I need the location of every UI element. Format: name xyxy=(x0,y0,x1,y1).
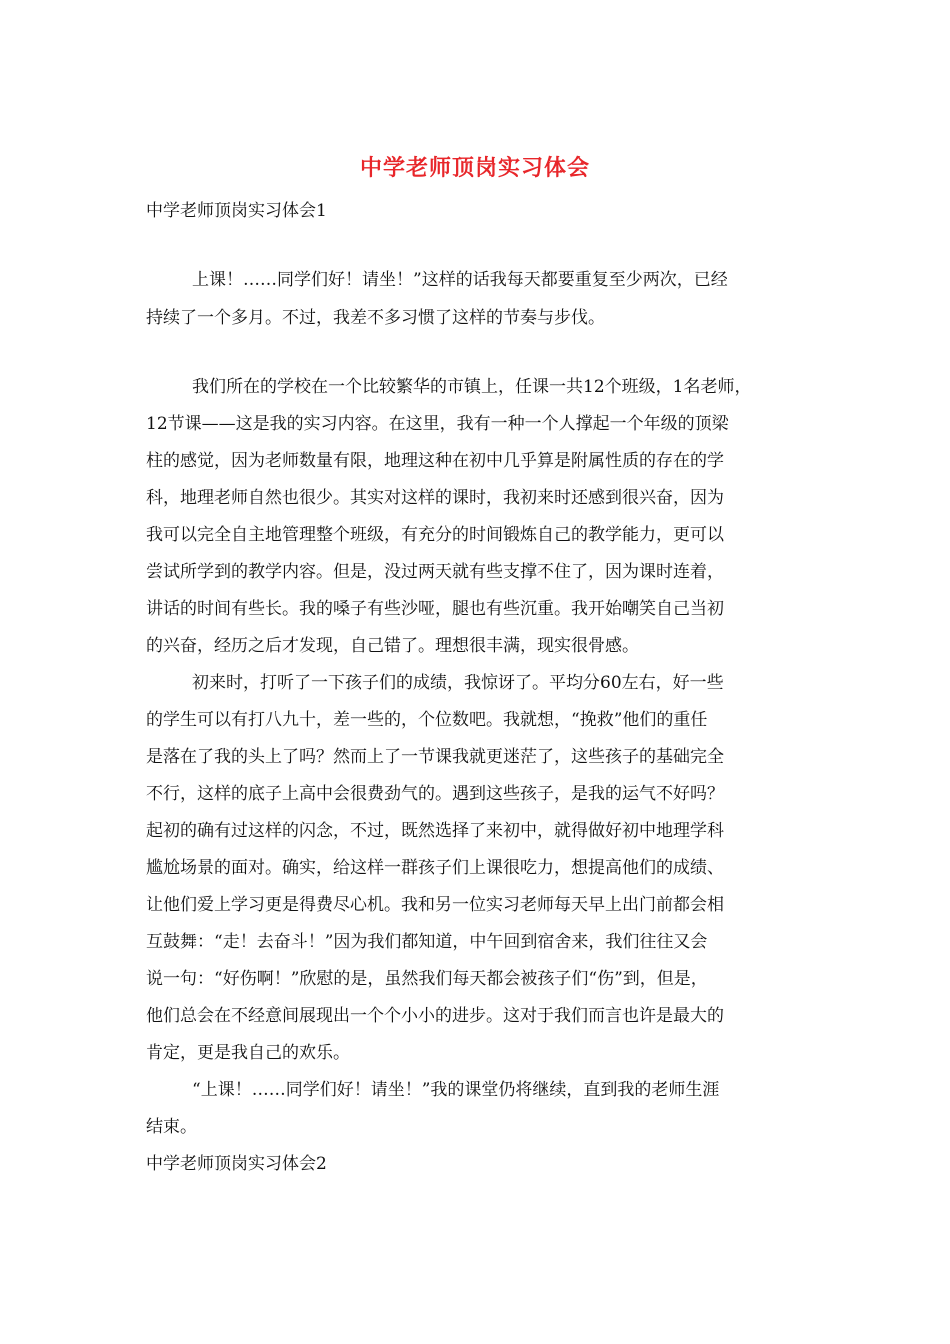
paragraph-line: 尝试所学到的教学内容。但是，没过两天就有些支撑不住了，因为课时连着， xyxy=(146,562,724,582)
section-heading-2: 中学老师顶岗实习体会2 xyxy=(146,1154,327,1174)
paragraph-line: 起初的确有过这样的闪念，不过，既然选择了来初中，就得做好初中地理学科 xyxy=(146,821,724,841)
paragraph-line: 结束。 xyxy=(146,1117,197,1137)
paragraph-line: 他们总会在不经意间展现出一个个小小的进步。这对于我们而言也许是最大的 xyxy=(146,1006,724,1026)
paragraph-line: 说一句：“好伤啊！”欣慰的是，虽然我们每天都会被孩子们“伤”到，但是， xyxy=(146,969,708,989)
paragraph-line: 我可以完全自主地管理整个班级，有充分的时间锻炼自己的教学能力，更可以 xyxy=(146,525,724,545)
paragraph-line: 尴尬场景的面对。确实，给这样一群孩子们上课很吃力，想提高他们的成绩、 xyxy=(146,858,724,878)
paragraph-line: 让他们爱上学习更是得费尽心机。我和另一位实习老师每天早上出门前都会相 xyxy=(146,895,724,915)
paragraph-line: 互鼓舞：“走！去奋斗！”因为我们都知道，中午回到宿舍来，我们往往又会 xyxy=(146,932,708,952)
paragraph-line: 柱的感觉，因为老师数量有限，地理这种在初中几乎算是附属性质的存在的学 xyxy=(146,451,724,471)
section-heading-1: 中学老师顶岗实习体会1 xyxy=(146,201,327,221)
paragraph-line: 初来时，打听了一下孩子们的成绩，我惊讶了。平均分60左右，好一些 xyxy=(192,673,724,693)
paragraph-line: 12节课——这是我的实习内容。在这里，我有一种一个人撑起一个年级的顶梁 xyxy=(146,414,729,434)
paragraph-line: 肯定，更是我自己的欢乐。 xyxy=(146,1043,350,1063)
paragraph-line: 持续了一个多月。不过，我差不多习惯了这样的节奏与步伐。 xyxy=(146,308,605,328)
paragraph-line: 的学生可以有打八九十，差一些的，个位数吧。我就想，“挽救”他们的重任 xyxy=(146,710,708,730)
paragraph-line: 是落在了我的头上了吗？然而上了一节课我就更迷茫了，这些孩子的基础完全 xyxy=(146,747,724,767)
paragraph-line: 讲话的时间有些长。我的嗓子有些沙哑，腿也有些沉重。我开始嘲笑自己当初 xyxy=(146,599,724,619)
paragraph-line: 不行，这样的底子上高中会很费劲气的。遇到这些孩子，是我的运气不好吗？ xyxy=(146,784,724,804)
paragraph-line: 上课！……同学们好！请坐！”这样的话我每天都要重复至少两次，已经 xyxy=(192,270,728,290)
paragraph-line: 科，地理老师自然也很少。其实对这样的课时，我初来时还感到很兴奋，因为 xyxy=(146,488,724,508)
paragraph-line: 的兴奋，经历之后才发现，自己错了。理想很丰满，现实很骨感。 xyxy=(146,636,639,656)
paragraph-line: “上课！……同学们好！请坐！”我的课堂仍将继续，直到我的老师生涯 xyxy=(192,1080,720,1100)
document-title: 中学老师顶岗实习体会 xyxy=(359,155,590,181)
paragraph-line: 我们所在的学校在一个比较繁华的市镇上，任课一共12个班级，1名老师， xyxy=(192,377,752,397)
